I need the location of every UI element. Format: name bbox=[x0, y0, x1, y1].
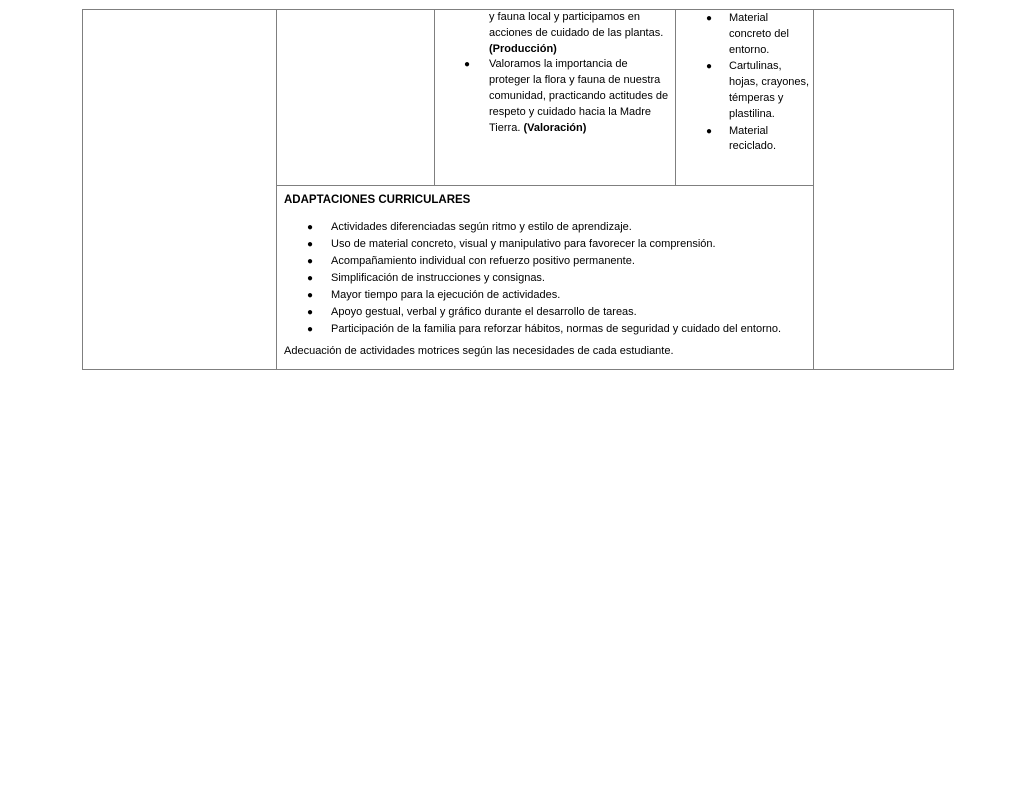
materials-cell bbox=[706, 11, 812, 156]
adaptacion-item bbox=[307, 236, 807, 253]
activity-item bbox=[464, 57, 670, 136]
activity-text: y fauna local y participamos en acciones de cuidado de las plantas. bbox=[489, 11, 664, 39]
activity-tag: (Producción) bbox=[489, 42, 557, 55]
material-item bbox=[706, 59, 812, 122]
adaptaciones-title: ADAPTACIONES CURRICULARES bbox=[284, 194, 471, 206]
adaptacion-text: Mayor tiempo para la ejecución de actividades. bbox=[331, 289, 561, 301]
material-item bbox=[706, 11, 812, 58]
adaptaciones-list bbox=[307, 219, 807, 338]
material-text: Material concreto del entorno. bbox=[729, 12, 789, 56]
column-divider-2 bbox=[434, 9, 435, 185]
activities-cell bbox=[464, 10, 670, 136]
bullet-icon: ● bbox=[706, 13, 713, 24]
bullet-icon: ● bbox=[307, 222, 314, 233]
activity-item bbox=[470, 10, 670, 57]
bullet-icon: ● bbox=[307, 273, 314, 284]
bullet-icon: ● bbox=[307, 256, 314, 267]
adaptacion-text: Simplificación de instrucciones y consignas. bbox=[331, 272, 545, 284]
adaptaciones-note: Adecuación de actividades motrices según las necesidades de cada estudiante. bbox=[284, 345, 674, 357]
bullet-icon: ● bbox=[706, 61, 713, 73]
materials-list bbox=[706, 11, 812, 155]
adaptacion-item bbox=[307, 321, 807, 338]
adaptacion-text: Uso de material concreto, visual y manipulativo para favorecer la comprensión. bbox=[331, 238, 716, 250]
bullet-icon: ● bbox=[307, 307, 314, 318]
bullet-icon: ● bbox=[307, 324, 314, 335]
adaptacion-text: Acompañamiento individual con refuerzo positivo permanente. bbox=[331, 255, 635, 267]
adaptacion-item bbox=[307, 304, 807, 321]
adaptacion-item bbox=[307, 287, 807, 304]
material-item bbox=[706, 124, 812, 156]
adaptacion-item bbox=[307, 219, 807, 236]
activity-tag: (Valoración) bbox=[523, 121, 587, 134]
table-border-bottom bbox=[82, 369, 954, 370]
adaptacion-item bbox=[307, 270, 807, 287]
adaptacion-item bbox=[307, 253, 807, 270]
table-border-left bbox=[82, 9, 83, 369]
adaptacion-text: Participación de la familia para reforzar hábitos, normas de seguridad y cuidado del entorno. bbox=[331, 323, 782, 335]
bullet-icon: ● bbox=[307, 290, 314, 301]
column-divider-4 bbox=[813, 9, 814, 369]
activities-list bbox=[464, 10, 670, 136]
activity-text: Valoramos la importancia de proteger la flora y fauna de nuestra comunidad, practicando actitudes de respeto y cuidado hacia la Madre Tierra. bbox=[489, 58, 669, 134]
row-divider-adaptaciones bbox=[276, 185, 814, 186]
material-text: Cartulinas, hojas, crayones, témperas y plastilina. bbox=[729, 60, 810, 120]
column-divider-3 bbox=[675, 9, 676, 185]
bullet-icon: ● bbox=[464, 59, 471, 71]
material-text: Material reciclado. bbox=[729, 124, 777, 153]
column-divider-1 bbox=[276, 9, 277, 369]
bullet-icon: ● bbox=[706, 125, 713, 137]
adaptacion-text: Actividades diferenciadas según ritmo y estilo de aprendizaje. bbox=[331, 221, 632, 233]
adaptaciones-cell bbox=[307, 219, 807, 338]
table-border-right bbox=[953, 9, 954, 369]
bullet-icon: ● bbox=[307, 239, 314, 250]
adaptacion-text: Apoyo gestual, verbal y gráfico durante el desarrollo de tareas. bbox=[331, 306, 637, 318]
